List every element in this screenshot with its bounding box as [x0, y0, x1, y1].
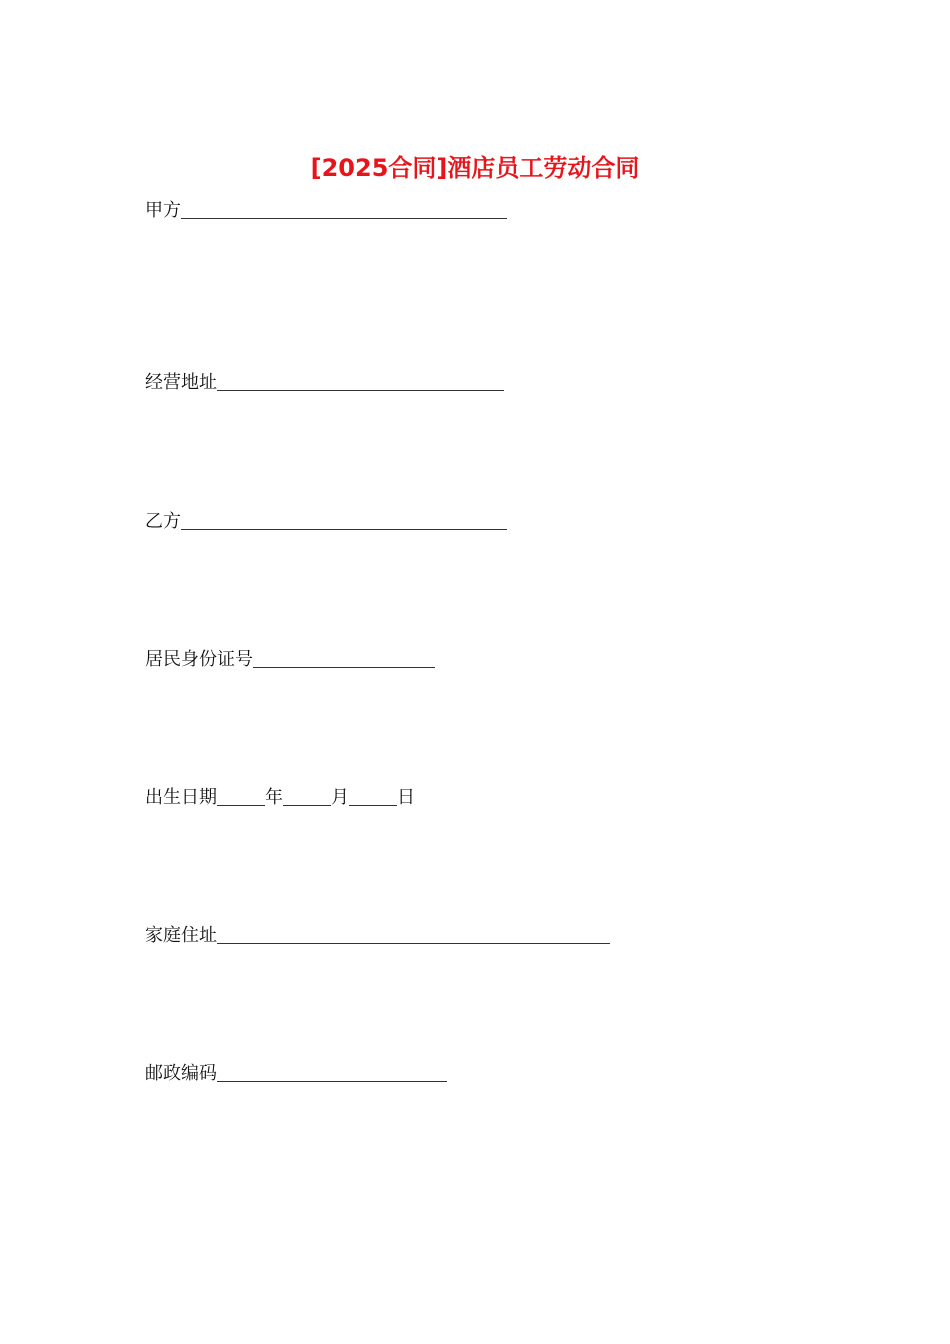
resident-id-label: 居民身份证号: [145, 649, 253, 670]
document-title: [2025合同]酒店员工劳动合同: [310, 154, 640, 182]
field-party-a: [145, 198, 507, 224]
field-resident-id: [145, 647, 435, 673]
postal-code-blank: [217, 1061, 447, 1082]
resident-id-blank: [253, 647, 435, 668]
party-a-blank: [181, 198, 507, 219]
business-address-blank: [217, 370, 504, 391]
birth-day-unit: 日: [397, 787, 415, 808]
birth-month-blank: [283, 785, 331, 806]
field-home-address: [145, 923, 610, 949]
birth-year-blank: [217, 785, 265, 806]
field-postal-code: [145, 1061, 447, 1087]
field-party-b: [145, 509, 507, 535]
birth-year-unit: 年: [265, 787, 283, 808]
birth-month-unit: 月: [331, 787, 349, 808]
birth-day-blank: [349, 785, 397, 806]
home-address-label: 家庭住址: [145, 925, 217, 946]
birth-date-label: 出生日期: [145, 787, 217, 808]
postal-code-label: 邮政编码: [145, 1063, 217, 1084]
business-address-label: 经营地址: [145, 372, 217, 393]
party-a-label: 甲方: [145, 200, 181, 221]
home-address-blank: [217, 923, 610, 944]
field-business-address: [145, 370, 504, 396]
party-b-label: 乙方: [145, 511, 181, 532]
party-b-blank: [181, 509, 507, 530]
field-birth-date: [145, 785, 415, 811]
